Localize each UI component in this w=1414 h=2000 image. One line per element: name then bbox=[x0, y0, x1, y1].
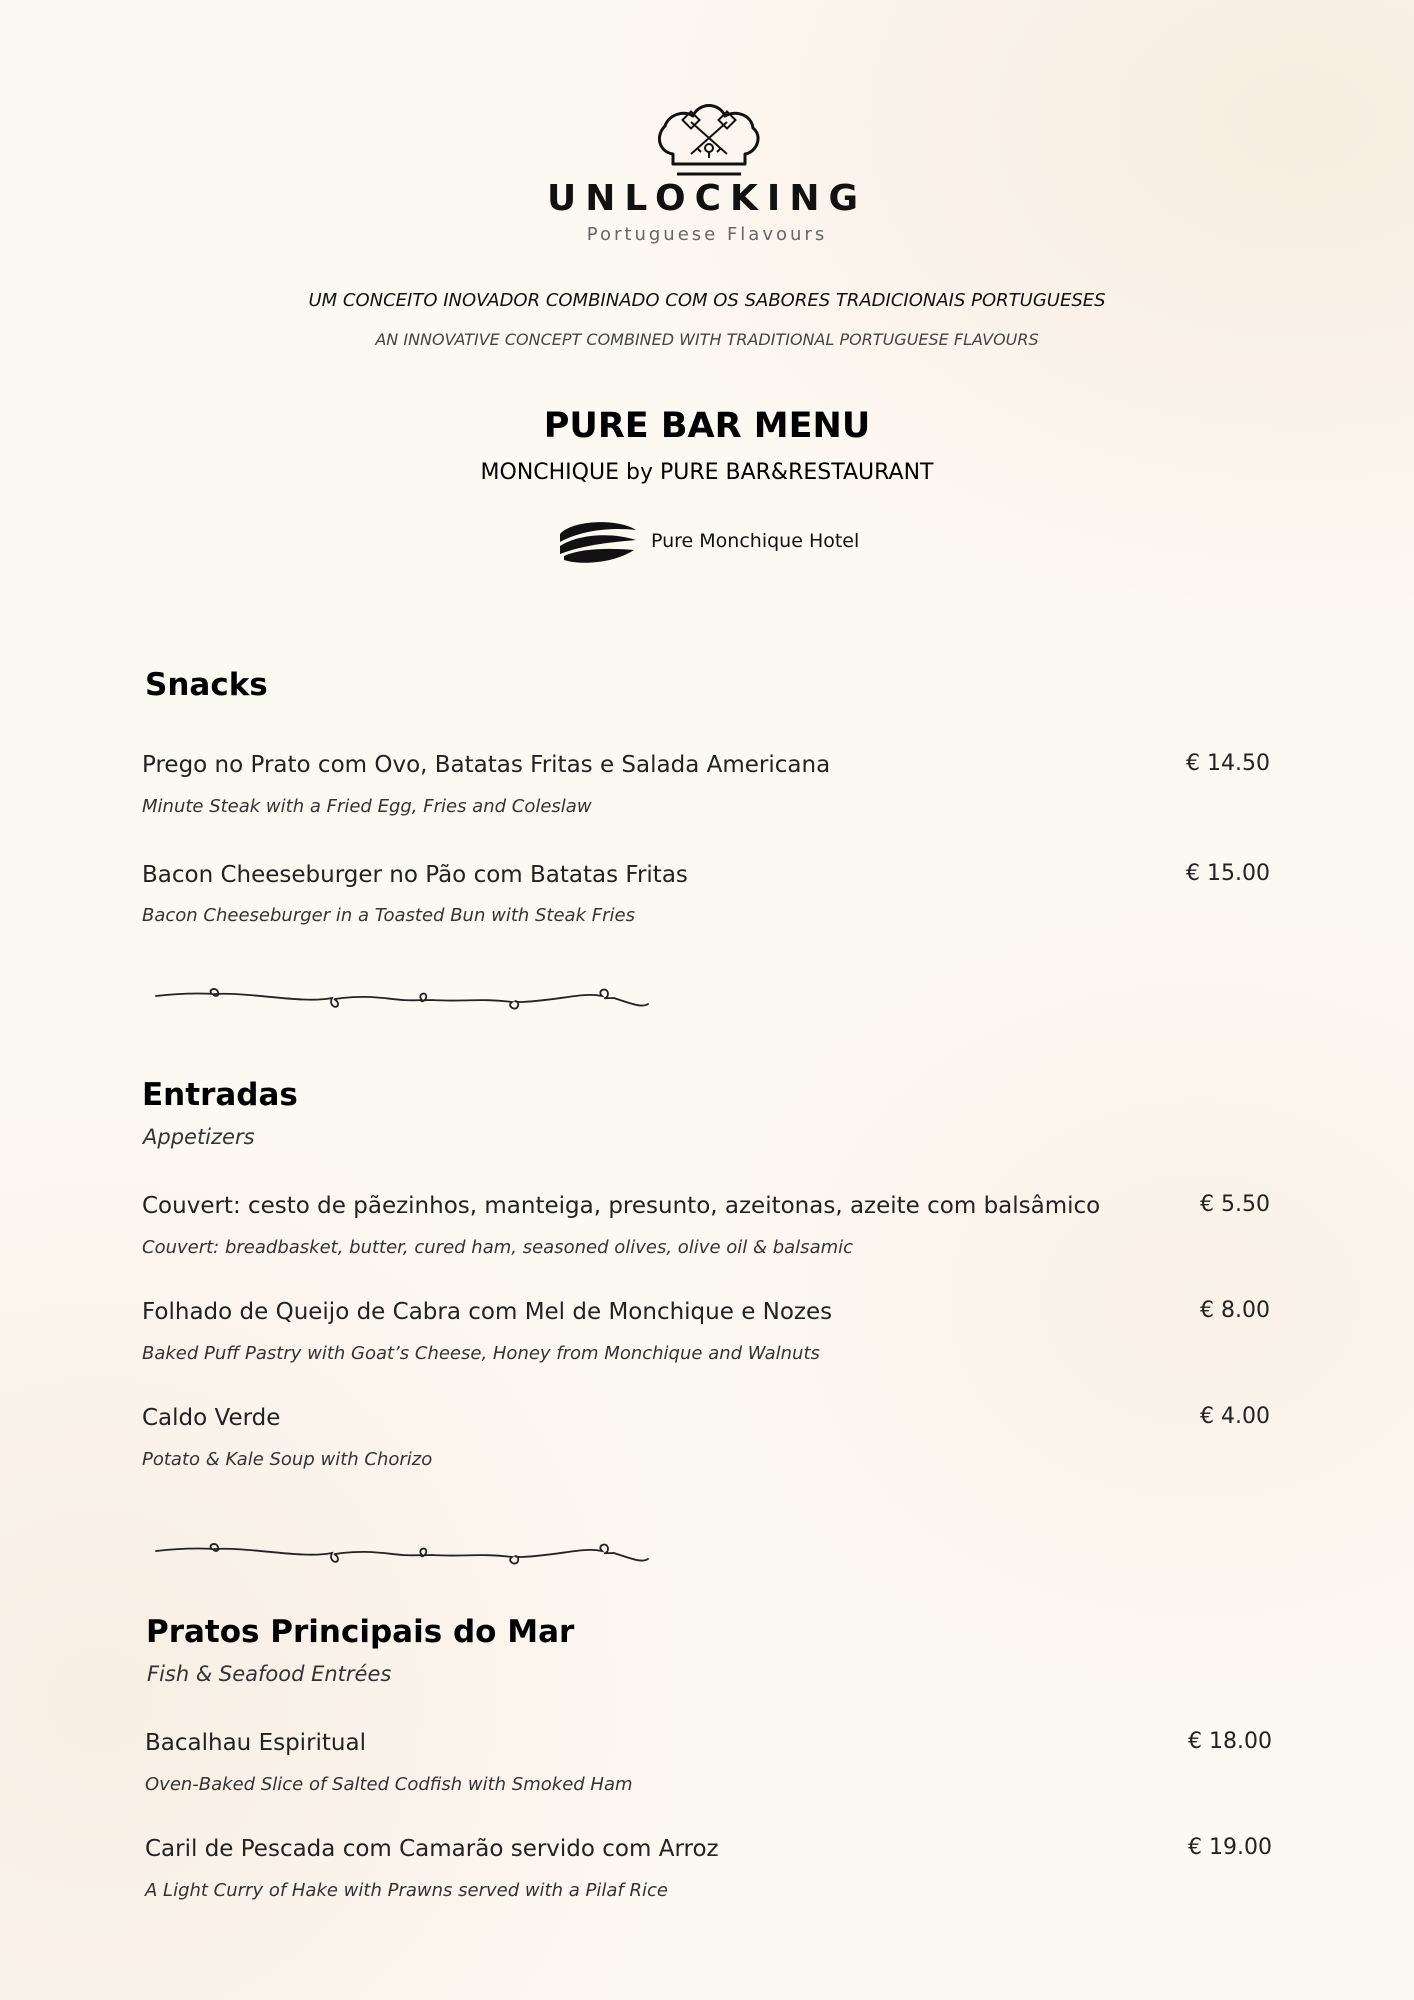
menu-item-name: Bacon Cheeseburger no Pão com Batatas Fritas bbox=[142, 862, 688, 888]
menu-item-description: Oven-Baked Slice of Salted Codfish with Smoked Ham bbox=[145, 1774, 633, 1795]
menu-item-price: € 5.50 bbox=[1200, 1192, 1270, 1217]
decorative-divider bbox=[152, 980, 652, 1020]
menu-item-description: A Light Curry of Hake with Prawns served with a Pilaf Rice bbox=[145, 1880, 668, 1901]
menu-item-name: Prego no Prato com Ovo, Batatas Fritas e Salada Americana bbox=[142, 752, 831, 778]
menu-item-description: Potato & Kale Soup with Chorizo bbox=[142, 1449, 433, 1470]
section-subtitle-seafood: Fish & Seafood Entrées bbox=[147, 1662, 392, 1686]
menu-item-description: Baked Puff Pastry with Goat’s Cheese, Honey from Monchique and Walnuts bbox=[142, 1343, 820, 1364]
menu-title: PURE BAR MENU bbox=[543, 406, 871, 446]
hotel-name: Pure Monchique Hotel bbox=[651, 530, 860, 552]
menu-item-price: € 15.00 bbox=[1186, 861, 1270, 886]
section-subtitle-appetizers: Appetizers bbox=[143, 1125, 255, 1149]
brand-subtitle: Portuguese Flavours bbox=[586, 224, 828, 245]
menu-item-name: Couvert: cesto de pãezinhos, manteiga, presunto, azeitonas, azeite com balsâmico bbox=[142, 1193, 1101, 1219]
menu-subtitle: MONCHIQUE by PURE BAR&RESTAURANT bbox=[480, 460, 934, 485]
menu-item-price: € 19.00 bbox=[1188, 1835, 1272, 1860]
menu-item-description: Couvert: breadbasket, butter, cured ham, seasoned olives, olive oil & balsamic bbox=[142, 1237, 854, 1258]
menu-item-description: Minute Steak with a Fried Egg, Fries and Coleslaw bbox=[142, 796, 592, 817]
chef-hat-keys-logo-icon bbox=[651, 92, 767, 178]
menu-item-price: € 18.00 bbox=[1188, 1729, 1272, 1754]
menu-item-name: Caldo Verde bbox=[142, 1405, 281, 1431]
menu-item-price: € 14.50 bbox=[1186, 751, 1270, 776]
tagline-english: AN INNOVATIVE CONCEPT COMBINED WITH TRADITIONAL PORTUGUESE FLAVOURS bbox=[375, 330, 1039, 349]
hotel-waves-logo-icon bbox=[556, 518, 640, 568]
decorative-divider bbox=[152, 1535, 652, 1575]
section-title-entradas: Entradas bbox=[142, 1077, 298, 1113]
brand-name: UNLOCKING bbox=[546, 178, 867, 219]
menu-item-name: Bacalhau Espiritual bbox=[145, 1730, 366, 1756]
menu-item-name: Caril de Pescada com Camarão servido com Arroz bbox=[145, 1836, 719, 1862]
section-title-snacks: Snacks bbox=[145, 667, 268, 703]
tagline-portuguese: UM CONCEITO INOVADOR COMBINADO COM OS SABORES TRADICIONAIS PORTUGUESES bbox=[308, 290, 1106, 311]
menu-item-price: € 4.00 bbox=[1200, 1404, 1270, 1429]
menu-item-description: Bacon Cheeseburger in a Toasted Bun with Steak Fries bbox=[142, 905, 635, 926]
menu-item-name: Folhado de Queijo de Cabra com Mel de Monchique e Nozes bbox=[142, 1299, 833, 1325]
menu-item-price: € 8.00 bbox=[1200, 1298, 1270, 1323]
section-title-pratos-mar: Pratos Principais do Mar bbox=[146, 1614, 575, 1650]
